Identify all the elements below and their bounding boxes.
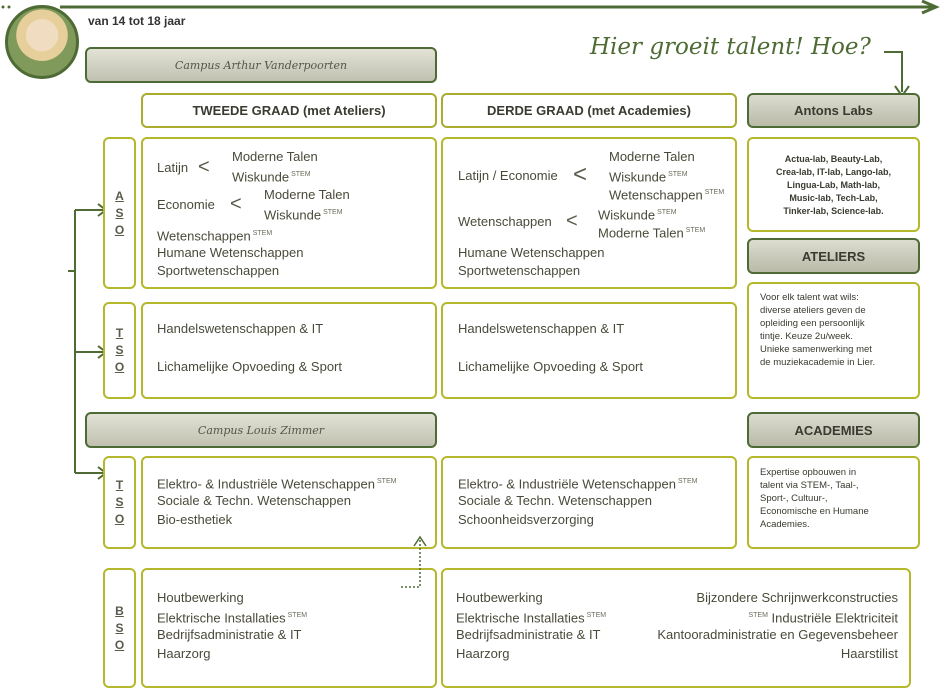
aso3-moderne-talen-2: Moderne Talen $^{STEM}$: [598, 225, 706, 241]
aso2-humane: Humane Wetenschappen: [157, 245, 304, 260]
tso1-tweede-item: Handelswetenschappen & IT: [157, 321, 324, 336]
bso-tweede-item: Haarzorg: [157, 646, 211, 661]
aso2-latijn: Latijn: [157, 160, 189, 175]
academies-header: ACADEMIES: [747, 412, 920, 448]
tso2-derde-item: Schoonheidsverzorging: [458, 512, 594, 527]
avatar: [5, 5, 79, 79]
branch-arrow-icon: <: [573, 161, 588, 188]
tso-label-2: T S O: [103, 456, 136, 549]
aso2-wetenschappen: Wetenschappen $^{STEM}$: [157, 228, 273, 244]
bso-derde-left-item: Bedrijfsadministratie & IT: [456, 627, 601, 642]
tso1-derde-item: Handelswetenschappen & IT: [458, 321, 625, 336]
tso2-tweede-item: Elektro- & Industriële Wetenschappen $^{STEM}$: [157, 476, 397, 492]
aso3-latijn-economie: Latijn / Economie: [458, 168, 558, 183]
bso-derde-right-item: Haarstilist: [840, 646, 898, 661]
ateliers-text: Voor elk talent wat wils: diverse ateliers geven de opleiding een persoonlijk tintje. Keuze 2u/week. Unieke samenwerking met de muziekacademie in Lier.: [760, 292, 876, 368]
aso3-humane: Humane Wetenschappen: [458, 245, 605, 260]
bso-derde-right-item: Kantooradministratie en Gegevensbeheer: [657, 627, 898, 642]
age-range: van 14 tot 18 jaar: [88, 14, 186, 28]
tso1-tweede-item: Lichamelijke Opvoeding & Sport: [157, 359, 342, 374]
aso2-sport: Sportwetenschappen: [157, 263, 280, 278]
tagline-arrow: [880, 44, 920, 99]
bso-derde-right-item: $^{STEM}$ Industriële Elektriciteit: [748, 610, 898, 626]
bso-derde-left-item: Houtbewerking: [456, 590, 543, 605]
bso-tweede-item: Bedrijfsadministratie & IT: [157, 627, 302, 642]
tso2-derde-item: Sociale & Techn. Wetenschappen: [458, 493, 652, 508]
bso-derde-right-item: Bijzondere Schrijnwerkconstructies: [696, 590, 898, 605]
branch-arrow-icon: <: [198, 156, 210, 178]
branch-arrow-icon: <: [566, 210, 578, 232]
ateliers-header: ATELIERS: [747, 238, 920, 274]
tagline: Hier groeit talent! Hoe?: [590, 34, 871, 60]
tso1-derde-item: Lichamelijke Opvoeding & Sport: [458, 359, 643, 374]
aso2-wiskunde-1: Wiskunde $^{STEM}$: [232, 169, 311, 185]
aso3-wetenschappen-1: Wetenschappen $^{STEM}$: [609, 187, 725, 203]
tso1-tweede-box: [141, 302, 437, 399]
bso-derde-left-item: Elektrische Installaties $^{STEM}$: [456, 610, 607, 626]
dotted-arrow: [398, 532, 428, 592]
aso3-sport: Sportwetenschappen: [458, 263, 581, 278]
campus-bottom: Campus Louis Zimmer: [85, 412, 437, 448]
aso2-economie: Economie: [157, 197, 215, 212]
bso-tweede-item: Houtbewerking: [157, 590, 244, 605]
aso2-wiskunde-2: Wiskunde $^{STEM}$: [264, 207, 343, 223]
tso2-derde-item: Elektro- & Industriële Wetenschappen $^{STEM}$: [458, 476, 698, 492]
bso-tweede-item: Elektrische Installaties $^{STEM}$: [157, 610, 308, 626]
branch-arrow-icon: <: [230, 193, 242, 215]
header-derde-graad: DERDE GRAAD (met Academies): [441, 93, 737, 128]
campus-top: Campus Arthur Vanderpoorten: [85, 47, 437, 83]
tso2-tweede-item: Bio-esthetiek: [157, 512, 233, 527]
antons-labs-header: Antons Labs: [747, 93, 920, 128]
bso-label: B S O: [103, 568, 136, 688]
aso2-moderne-talen-1: Moderne Talen: [232, 149, 318, 164]
aso-label: A S O: [103, 137, 136, 289]
tso1-derde-box: [441, 302, 737, 399]
aso3-wiskunde-2: Wiskunde $^{STEM}$: [598, 207, 677, 223]
tso2-tweede-item: Sociale & Techn. Wetenschappen: [157, 493, 351, 508]
academies-text: Expertise opbouwen in talent via STEM-, Taal-, Sport-, Cultuur-, Economische en Humane Academies.: [760, 467, 869, 530]
aso3-moderne-talen-1: Moderne Talen: [609, 149, 695, 164]
tso-label-1: T S O: [103, 302, 136, 399]
aso2-moderne-talen-2: Moderne Talen: [264, 187, 350, 202]
labs-text: Actua-lab, Beauty-Lab, Crea-lab, IT-lab, Lango-lab, Lingua-Lab, Math-lab, Music-lab, Tech-Lab, Tinker-lab, Science-lab.: [775, 154, 891, 216]
bso-derde-left-item: Haarzorg: [456, 646, 510, 661]
aso3-wiskunde-1: Wiskunde $^{STEM}$: [609, 169, 688, 185]
header-tweede-graad: TWEEDE GRAAD (met Ateliers): [141, 93, 437, 128]
aso3-wetenschappen-2: Wetenschappen: [458, 214, 552, 229]
